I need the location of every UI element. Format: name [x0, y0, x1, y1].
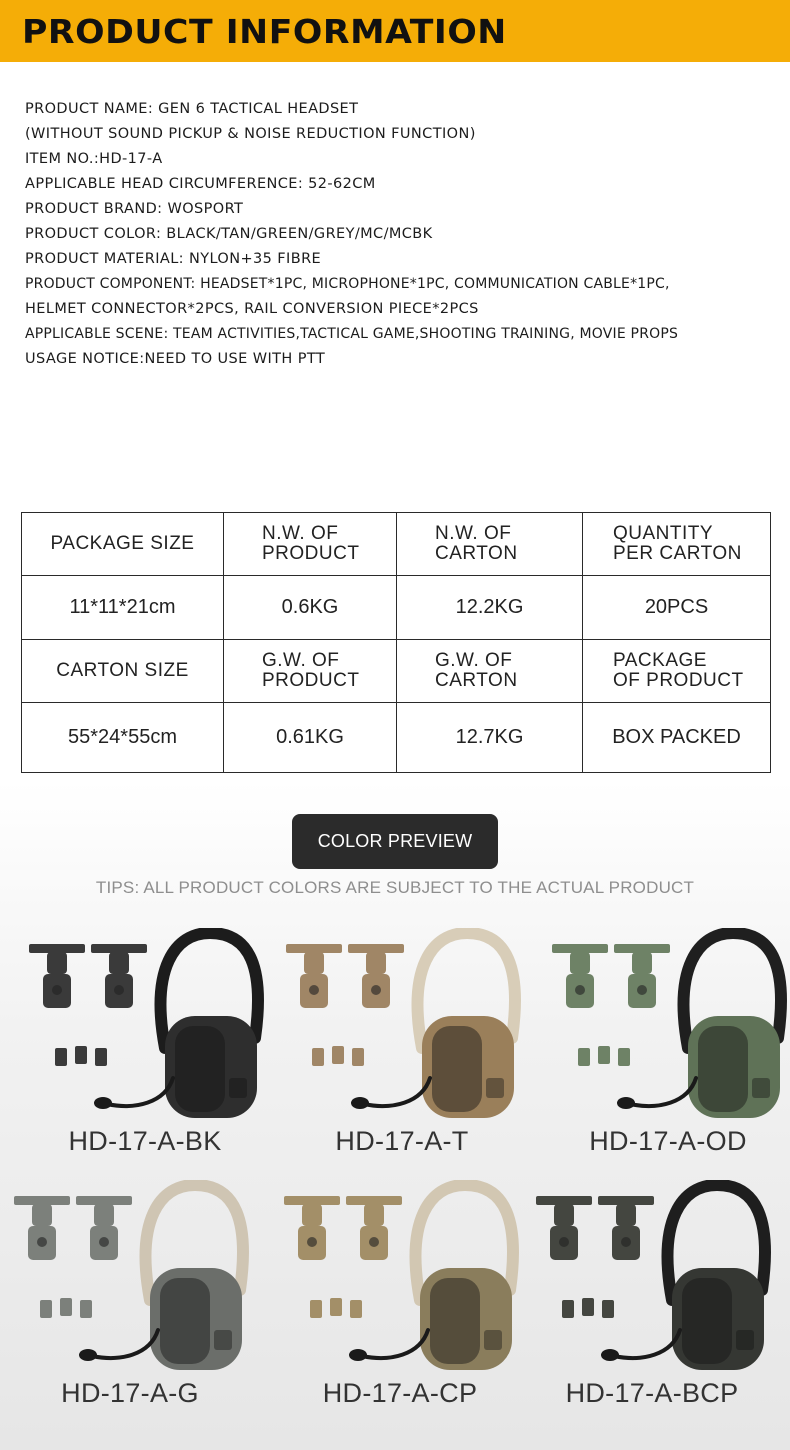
ear-pad	[682, 1278, 732, 1364]
spec-line: PRODUCT COMPONENT: HEADSET*1PC, MICROPHONE*1PC, COMMUNICATION CABLE*1PC,	[25, 276, 670, 292]
spec-line: PRODUCT MATERIAL: NYLON+35 FIBRE	[25, 251, 322, 267]
mic-head	[351, 1097, 369, 1109]
spec-list	[25, 97, 775, 372]
ear-pad	[160, 1278, 210, 1364]
table-header-cell: G.W. OF CARTON	[397, 640, 583, 703]
spec-table	[21, 512, 771, 773]
connector-port	[484, 1330, 502, 1350]
ear-pad	[698, 1026, 748, 1112]
product-code: HD-17-A-BK	[68, 1126, 222, 1156]
spec-line: PRODUCT NAME: GEN 6 TACTICAL HEADSET	[25, 101, 359, 117]
boom-mic	[362, 1330, 428, 1358]
product-code: HD-17-A-BCP	[565, 1378, 739, 1408]
table-cell: 12.2KG	[397, 576, 583, 640]
connector-port	[229, 1078, 247, 1098]
ear-pad	[432, 1026, 482, 1112]
table-header-cell: PACKAGE OF PRODUCT	[583, 640, 771, 703]
connector-port	[752, 1078, 770, 1098]
tips-text: TIPS: ALL PRODUCT COLORS ARE SUBJECT TO THE ACTUAL PRODUCT	[95, 878, 695, 897]
table-cell: BOX PACKED	[583, 703, 771, 773]
rail-piece	[60, 1298, 72, 1316]
boom-mic	[92, 1330, 158, 1358]
spec-line: APPLICABLE SCENE: TEAM ACTIVITIES,TACTICAL GAME,SHOOTING TRAINING, MOVIE PROPS	[25, 326, 679, 342]
helmet-connector	[348, 944, 404, 1008]
product-card[interactable]	[538, 928, 790, 1158]
product-card[interactable]	[270, 1180, 530, 1410]
product-code: HD-17-A-CP	[322, 1378, 478, 1408]
table-header-cell: N.W. OF PRODUCT	[224, 513, 397, 576]
color-preview-button[interactable]: COLOR PREVIEW	[292, 814, 498, 869]
table-header-cell: G.W. OF PRODUCT	[224, 640, 397, 703]
spec-line: APPLICABLE HEAD CIRCUMFERENCE: 52-62CM	[25, 176, 376, 192]
product-card[interactable]	[15, 928, 275, 1158]
table-row	[22, 576, 771, 640]
product-code: HD-17-A-OD	[589, 1126, 747, 1156]
table-header-cell: PACKAGE SIZE	[22, 513, 224, 576]
table-cell: 0.61KG	[224, 703, 397, 773]
boom-mic	[614, 1330, 680, 1358]
rail-piece	[562, 1300, 574, 1318]
rail-piece	[578, 1048, 590, 1066]
table-header-cell: CARTON SIZE	[22, 640, 224, 703]
table-row	[22, 640, 771, 703]
helmet-connector	[284, 1196, 340, 1260]
headset-illustration	[270, 1180, 530, 1375]
ear-pad	[175, 1026, 225, 1112]
product-code: HD-17-A-G	[61, 1378, 199, 1408]
rail-piece	[598, 1046, 610, 1064]
table-row	[22, 513, 771, 576]
rail-piece	[310, 1300, 322, 1318]
rail-piece	[350, 1300, 362, 1318]
helmet-connector	[91, 944, 147, 1008]
table-header-cell: QUANTITY PER CARTON	[583, 513, 771, 576]
rail-piece	[80, 1300, 92, 1318]
table-cell: 20PCS	[583, 576, 771, 640]
mic-head	[601, 1349, 619, 1361]
table-cell: 12.7KG	[397, 703, 583, 773]
headset-illustration	[522, 1180, 782, 1375]
product-code: HD-17-A-T	[335, 1126, 469, 1156]
helmet-connector	[552, 944, 608, 1008]
spec-line: USAGE NOTICE:NEED TO USE WITH PTT	[25, 351, 326, 367]
mic-head	[94, 1097, 112, 1109]
headset-illustration	[272, 928, 532, 1123]
rail-piece	[95, 1048, 107, 1066]
product-card[interactable]	[522, 1180, 782, 1410]
rail-piece	[75, 1046, 87, 1064]
spec-line: PRODUCT COLOR: BLACK/TAN/GREEN/GREY/MC/MCBK	[25, 226, 433, 242]
rail-piece	[618, 1048, 630, 1066]
product-card[interactable]	[272, 928, 532, 1158]
connector-port	[214, 1330, 232, 1350]
rail-piece	[312, 1048, 324, 1066]
headset-illustration	[0, 1180, 260, 1375]
helmet-connector	[614, 944, 670, 1008]
rail-piece	[332, 1046, 344, 1064]
connector-port	[486, 1078, 504, 1098]
spec-line: PRODUCT BRAND: WOSPORT	[25, 201, 244, 217]
boom-mic	[630, 1078, 696, 1106]
spec-line: (WITHOUT SOUND PICKUP & NOISE REDUCTION FUNCTION)	[25, 126, 476, 142]
connector-port	[736, 1330, 754, 1350]
helmet-connector	[14, 1196, 70, 1260]
headset-illustration	[15, 928, 275, 1123]
helmet-connector	[29, 944, 85, 1008]
headset-illustration	[538, 928, 790, 1123]
rail-piece	[40, 1300, 52, 1318]
helmet-connector	[598, 1196, 654, 1260]
helmet-connector	[536, 1196, 592, 1260]
table-cell: 0.6KG	[224, 576, 397, 640]
table-header-cell: N.W. OF CARTON	[397, 513, 583, 576]
spec-line: HELMET CONNECTOR*2PCS, RAIL CONVERSION PIECE*2PCS	[25, 301, 479, 317]
page-title: PRODUCT INFORMATION	[22, 12, 507, 51]
header-banner	[0, 0, 790, 62]
boom-mic	[364, 1078, 430, 1106]
rail-piece	[352, 1048, 364, 1066]
ear-pad	[430, 1278, 480, 1364]
product-card[interactable]	[0, 1180, 260, 1410]
helmet-connector	[286, 944, 342, 1008]
mic-head	[79, 1349, 97, 1361]
table-cell: 55*24*55cm	[22, 703, 224, 773]
rail-piece	[582, 1298, 594, 1316]
helmet-connector	[346, 1196, 402, 1260]
table-cell: 11*11*21cm	[22, 576, 224, 640]
rail-piece	[330, 1298, 342, 1316]
boom-mic	[107, 1078, 173, 1106]
mic-head	[617, 1097, 635, 1109]
helmet-connector	[76, 1196, 132, 1260]
spec-line: ITEM NO.:HD-17-A	[25, 151, 163, 167]
table-row	[22, 703, 771, 773]
mic-head	[349, 1349, 367, 1361]
rail-piece	[602, 1300, 614, 1318]
rail-piece	[55, 1048, 67, 1066]
